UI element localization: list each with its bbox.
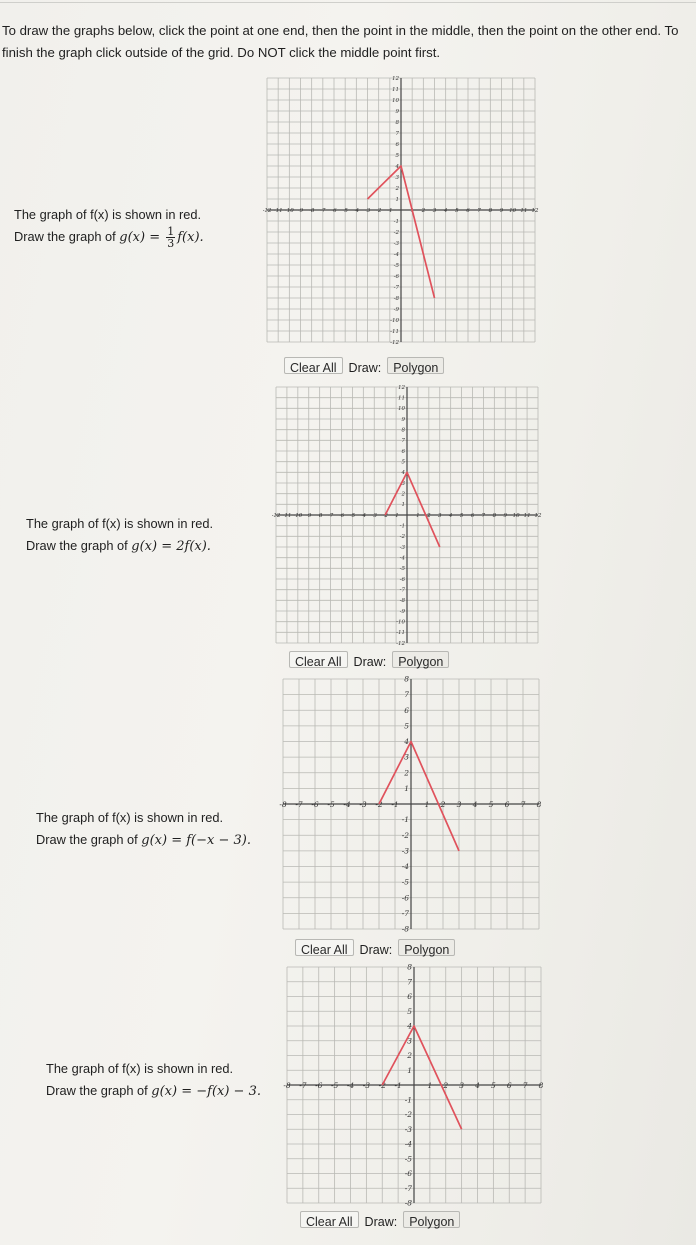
y-tick-label: 1 <box>404 783 409 793</box>
y-tick-label: 3 <box>395 174 399 181</box>
x-tick-label: 5 <box>455 208 459 214</box>
y-tick-label: 5 <box>404 721 409 731</box>
y-tick-label: 3 <box>407 1036 412 1046</box>
x-tick-label: 1 <box>424 800 430 809</box>
graph-4-grid[interactable] <box>283 963 545 1207</box>
top-divider <box>0 2 696 3</box>
y-tick-label: -10 <box>396 619 405 626</box>
y-tick-label: -1 <box>393 218 399 225</box>
y-tick-label: -3 <box>401 846 409 856</box>
x-tick-label: 8 <box>492 513 497 519</box>
x-tick-label: 3 <box>456 800 462 809</box>
x-tick-label: 8 <box>538 1081 544 1090</box>
y-tick-label: 6 <box>395 141 399 148</box>
problem-3-line1: The graph of f(x) is shown in red. <box>36 810 224 825</box>
x-tick-label: -7 <box>327 513 334 519</box>
y-tick-label: -12 <box>396 640 405 647</box>
draw-label: Draw: <box>353 655 387 669</box>
y-tick-label: -4 <box>393 251 399 258</box>
problem-3-expression: g(x) = f(−x − 3). <box>141 833 251 848</box>
x-tick-label: 6 <box>470 513 475 519</box>
y-tick-label: -5 <box>404 1154 412 1164</box>
y-tick-label: 7 <box>407 977 412 987</box>
x-tick-label: 4 <box>443 208 448 214</box>
x-tick-label: 5 <box>488 800 494 809</box>
x-tick-label: -1 <box>393 513 399 519</box>
polygon-tool-button[interactable]: Polygon <box>403 1211 460 1228</box>
problem-1-prompt <box>14 204 204 249</box>
x-tick-label: -5 <box>342 208 348 214</box>
clear-all-button[interactable]: Clear All <box>295 939 354 956</box>
x-tick-label: 7 <box>522 1081 528 1090</box>
y-tick-label: 4 <box>395 163 399 170</box>
x-tick-label: -12 <box>272 513 281 519</box>
instructions-text: To draw the graphs below, click the point at one end, then the point in the middle, then the point on the other end. To finish the graph click outside of the grid. Do NOT click the middle point first. <box>2 23 679 60</box>
x-tick-label: -4 <box>353 208 360 214</box>
x-tick-label: -1 <box>387 208 393 214</box>
fraction-numerator: 1 <box>167 225 175 239</box>
x-tick-label: 7 <box>520 800 526 809</box>
y-tick-label: 12 <box>398 384 405 391</box>
x-tick-label: 6 <box>466 208 470 214</box>
y-tick-label: 1 <box>401 502 405 509</box>
problem-2-prompt <box>26 513 213 558</box>
problem-2-line1: The graph of f(x) is shown in red. <box>26 516 214 531</box>
y-tick-label: 2 <box>395 185 399 192</box>
x-tick-label: -8 <box>279 800 287 809</box>
x-tick-label: -6 <box>315 1081 323 1090</box>
y-tick-label: -5 <box>401 877 409 887</box>
y-tick-label: 12 <box>392 75 399 82</box>
y-tick-label: -7 <box>393 284 399 291</box>
problem-4-prefix: Draw the graph of <box>46 1083 152 1098</box>
red-function-curve <box>385 472 440 547</box>
x-tick-label: -4 <box>360 513 367 519</box>
coordinate-grid[interactable] <box>272 383 542 647</box>
clear-all-button[interactable]: Clear All <box>284 357 343 374</box>
problem-1-line1: The graph of f(x) is shown in red. <box>14 207 202 222</box>
x-tick-label: -1 <box>391 800 399 809</box>
y-tick-label: -1 <box>404 1095 412 1105</box>
problem-1-lhs: g(x) = <box>119 230 165 245</box>
y-tick-label: -11 <box>390 328 399 335</box>
red-function-curve <box>382 1026 461 1129</box>
x-tick-label: 4 <box>448 513 453 519</box>
y-tick-label: 7 <box>401 438 405 445</box>
x-tick-label: 11 <box>520 208 528 214</box>
x-tick-label: 8 <box>488 208 493 214</box>
problem-1-rhs: f(x). <box>177 230 204 245</box>
problem-3-prefix: Draw the graph of <box>36 832 142 847</box>
y-tick-label: 1 <box>407 1065 412 1075</box>
x-tick-label: 2 <box>443 1081 449 1090</box>
y-tick-label: 4 <box>407 1021 412 1031</box>
graph-2-toolbar <box>289 651 449 674</box>
x-tick-label: -2 <box>375 208 382 214</box>
x-tick-label: -3 <box>371 513 377 519</box>
y-tick-label: 11 <box>398 395 405 402</box>
x-tick-label: 6 <box>504 800 510 809</box>
graph-2-grid[interactable] <box>272 383 542 647</box>
x-tick-label: 8 <box>536 800 542 809</box>
x-tick-label: -10 <box>293 513 303 519</box>
x-tick-label: 2 <box>427 513 431 519</box>
y-tick-label: 2 <box>401 491 405 498</box>
x-tick-label: -3 <box>364 208 371 214</box>
y-tick-label: -12 <box>390 339 399 346</box>
x-tick-label: -7 <box>320 208 326 214</box>
x-tick-label: 12 <box>531 208 539 214</box>
y-tick-label: 8 <box>407 963 412 972</box>
x-tick-label: 9 <box>503 513 507 519</box>
x-tick-label: -2 <box>382 513 388 519</box>
y-tick-label: -6 <box>401 893 409 903</box>
y-tick-label: 2 <box>404 768 409 778</box>
red-function-curve <box>379 742 459 851</box>
y-tick-label: -4 <box>404 1139 412 1149</box>
x-tick-label: 3 <box>438 513 442 519</box>
y-tick-label: -2 <box>401 830 409 840</box>
fraction-denominator: 3 <box>167 237 175 251</box>
y-tick-label: 3 <box>404 752 409 762</box>
x-tick-label: -9 <box>297 208 304 214</box>
x-tick-label: -2 <box>375 800 383 809</box>
y-tick-label: 9 <box>401 416 405 423</box>
y-tick-label: 10 <box>392 97 399 104</box>
x-tick-label: 7 <box>481 513 486 519</box>
graph-1-grid[interactable] <box>263 74 539 346</box>
coordinate-grid[interactable] <box>263 74 539 346</box>
x-tick-label: -3 <box>362 1081 371 1090</box>
y-tick-label: -9 <box>393 306 399 313</box>
y-tick-label: 8 <box>404 675 409 684</box>
x-tick-label: 11 <box>523 513 531 519</box>
y-tick-label: -11 <box>396 630 405 637</box>
y-tick-label: 2 <box>407 1051 412 1060</box>
y-tick-label: -7 <box>404 1183 412 1193</box>
y-tick-label: 3 <box>401 480 405 487</box>
clear-all-button[interactable]: Clear All <box>289 651 348 668</box>
x-tick-label: 12 <box>534 513 542 519</box>
x-tick-label: -5 <box>330 1081 339 1090</box>
y-tick-label: 6 <box>404 705 409 715</box>
y-tick-label: 8 <box>401 427 405 434</box>
x-tick-label: 5 <box>459 513 464 519</box>
y-tick-label: 1 <box>395 196 399 203</box>
y-tick-label: -4 <box>399 555 405 562</box>
y-tick-label: -3 <box>399 544 405 551</box>
problem-4-line1: The graph of f(x) is shown in red. <box>46 1061 234 1076</box>
x-tick-label: -3 <box>359 800 367 809</box>
draw-label: Draw: <box>359 943 393 957</box>
y-tick-label: 7 <box>404 690 409 700</box>
x-tick-label: -4 <box>343 800 351 809</box>
y-tick-label: -4 <box>401 862 409 871</box>
y-tick-label: -7 <box>401 908 409 918</box>
y-tick-label: 8 <box>395 119 399 126</box>
x-tick-label: -12 <box>263 208 272 214</box>
x-tick-label: -8 <box>308 208 315 214</box>
x-tick-label: 2 <box>440 800 446 809</box>
x-tick-label: -10 <box>284 208 294 214</box>
y-tick-label: -6 <box>393 273 399 280</box>
x-tick-label: -9 <box>306 513 312 519</box>
x-tick-label: -8 <box>316 513 323 519</box>
y-tick-label: -3 <box>404 1124 412 1134</box>
clear-all-button[interactable]: Clear All <box>300 1211 359 1228</box>
x-tick-label: -11 <box>273 208 283 214</box>
y-tick-label: -7 <box>399 587 405 594</box>
y-tick-label: -6 <box>399 576 405 583</box>
problem-3-prompt <box>36 807 251 852</box>
y-tick-label: 5 <box>407 1006 412 1016</box>
x-tick-label: 2 <box>421 208 426 214</box>
y-tick-label: -5 <box>399 566 405 573</box>
problem-4-prompt <box>46 1058 261 1103</box>
y-tick-label: -6 <box>404 1169 412 1178</box>
y-tick-label: 5 <box>395 152 399 159</box>
x-tick-label: 5 <box>490 1081 496 1090</box>
y-tick-label: -5 <box>393 262 399 269</box>
x-tick-label: -6 <box>338 513 345 519</box>
x-tick-label: -7 <box>299 1081 307 1090</box>
x-tick-label: 10 <box>512 513 520 519</box>
x-tick-label: -6 <box>331 208 337 214</box>
x-tick-label: 10 <box>509 208 517 214</box>
y-tick-label: 4 <box>404 737 409 746</box>
x-tick-label: -2 <box>378 1081 386 1090</box>
problem-4-expression: g(x) = −f(x) − 3. <box>151 1084 261 1099</box>
x-tick-label: -7 <box>295 800 303 809</box>
coordinate-grid[interactable] <box>279 675 543 933</box>
x-tick-label: -5 <box>327 800 335 809</box>
problem-2-prefix: Draw the graph of <box>26 538 132 553</box>
y-tick-label: -8 <box>404 1198 412 1207</box>
x-tick-label: 4 <box>472 800 478 809</box>
y-tick-label: -10 <box>390 317 399 324</box>
y-tick-label: 9 <box>395 108 399 115</box>
y-tick-label: 6 <box>407 992 412 1001</box>
y-tick-label: -2 <box>393 229 399 236</box>
y-tick-label: -8 <box>393 295 399 302</box>
x-tick-label: -8 <box>283 1081 291 1090</box>
problem-1-prefix: Draw the graph of <box>14 229 120 244</box>
x-tick-label: 7 <box>477 208 481 214</box>
graph-3-toolbar <box>295 939 455 962</box>
polygon-tool-button[interactable]: Polygon <box>387 357 444 374</box>
draw-label: Draw: <box>364 1215 398 1229</box>
x-tick-label: 3 <box>459 1081 465 1090</box>
x-tick-label: -6 <box>311 800 319 809</box>
x-tick-label: -4 <box>346 1081 355 1090</box>
y-tick-label: -8 <box>399 598 405 605</box>
x-tick-label: -1 <box>394 1081 402 1090</box>
graph-1-toolbar <box>284 357 444 380</box>
y-tick-label: 11 <box>392 86 399 93</box>
y-tick-label: 5 <box>401 459 405 466</box>
x-tick-label: 9 <box>499 208 504 214</box>
y-tick-label: 10 <box>398 406 405 413</box>
y-tick-label: -2 <box>404 1110 412 1119</box>
y-tick-label: -1 <box>401 815 409 825</box>
y-tick-label: -1 <box>399 523 405 530</box>
x-tick-label: 1 <box>410 208 414 214</box>
graph-4-toolbar <box>300 1211 460 1234</box>
y-tick-label: 6 <box>401 448 405 455</box>
y-tick-label: -3 <box>393 240 399 247</box>
coordinate-grid[interactable] <box>283 963 545 1207</box>
x-tick-label: 6 <box>506 1081 512 1090</box>
polygon-tool-button[interactable]: Polygon <box>392 651 449 668</box>
x-tick-label: 1 <box>427 1081 433 1090</box>
y-tick-label: -8 <box>401 924 409 933</box>
polygon-tool-button[interactable]: Polygon <box>398 939 455 956</box>
y-tick-label: 7 <box>395 130 399 137</box>
problem-2-expression: g(x) = 2f(x). <box>131 539 211 554</box>
graph-3-grid[interactable] <box>279 675 543 933</box>
problem-1-fraction <box>166 226 175 249</box>
x-tick-label: 3 <box>432 208 437 214</box>
x-tick-label: 1 <box>416 513 420 519</box>
draw-label: Draw: <box>348 361 382 375</box>
y-tick-label: -9 <box>399 608 405 615</box>
y-tick-label: -2 <box>399 534 405 541</box>
x-tick-label: -5 <box>349 513 356 519</box>
x-tick-label: -11 <box>282 513 292 519</box>
y-tick-label: 4 <box>401 470 405 477</box>
x-tick-label: 4 <box>475 1081 480 1090</box>
